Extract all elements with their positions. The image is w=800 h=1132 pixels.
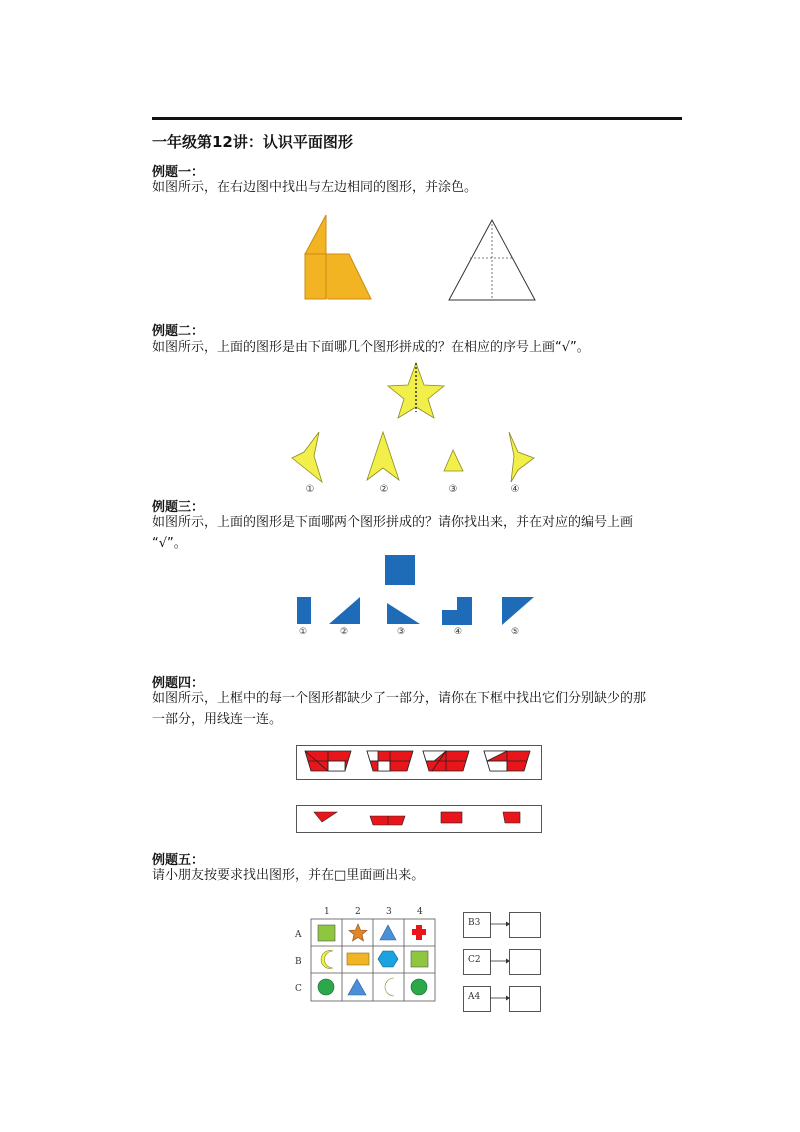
ex5-query-label-3: A4 bbox=[468, 992, 481, 1002]
ex5-col-label-3: 3 bbox=[386, 907, 392, 917]
ex2-text: 如图所示，上面的图形是由下面哪几个图形拼成的？在相应的序号上画“√”。 bbox=[152, 340, 590, 355]
ex4-text-line2: 一部分，用线连一连。 bbox=[152, 712, 283, 727]
ex5-text: 请小朋友按要求找出图形，并在□里面画出来。 bbox=[152, 868, 425, 883]
ex2-heading: 例题二： bbox=[152, 324, 205, 339]
ex5-row-label-C: C bbox=[295, 984, 302, 994]
ex2-label-4: ④ bbox=[510, 484, 520, 495]
ex3-label-2: ② bbox=[339, 627, 349, 637]
ex5-col-label-1: 1 bbox=[324, 907, 330, 917]
ex5-query-label-1: B3 bbox=[468, 918, 481, 928]
ex3-text-line2: “√”。 bbox=[152, 536, 187, 551]
ex3-label-3: ③ bbox=[396, 627, 406, 637]
ex3-heading: 例题三： bbox=[152, 500, 205, 515]
ex5-query-label-2: C2 bbox=[468, 955, 481, 965]
page-title: 一年级第12讲：认识平面图形 bbox=[152, 133, 353, 151]
ex4-text-line1: 如图所示，上框中的每一个图形都缺少了一部分，请你在下框中找出它们分别缺少的那 bbox=[152, 691, 647, 706]
ex1-text: 如图所示，在右边图中找出与左边相同的图形，并涂色。 bbox=[152, 180, 478, 195]
ex3-label-5: ⑤ bbox=[510, 627, 520, 637]
ex3-label-4: ④ bbox=[453, 627, 463, 637]
ex5-col-label-4: 4 bbox=[417, 907, 423, 917]
ex5-row-label-B: B bbox=[295, 957, 302, 967]
ex2-label-1: ① bbox=[305, 484, 315, 495]
ex5-heading: 例题五： bbox=[152, 853, 205, 868]
ex5-row-label-A: A bbox=[295, 930, 302, 940]
ex2-label-3: ③ bbox=[448, 484, 458, 495]
ex3-label-1: ① bbox=[298, 627, 308, 637]
ex1-heading: 例题一： bbox=[152, 165, 205, 180]
ex4-heading: 例题四： bbox=[152, 676, 205, 691]
ex5-col-label-2: 2 bbox=[355, 907, 361, 917]
ex3-text-line1: 如图所示，上面的图形是下面哪两个图形拼成的？请你找出来，并在对应的编号上画 bbox=[152, 515, 634, 530]
ex2-label-2: ② bbox=[379, 484, 389, 495]
